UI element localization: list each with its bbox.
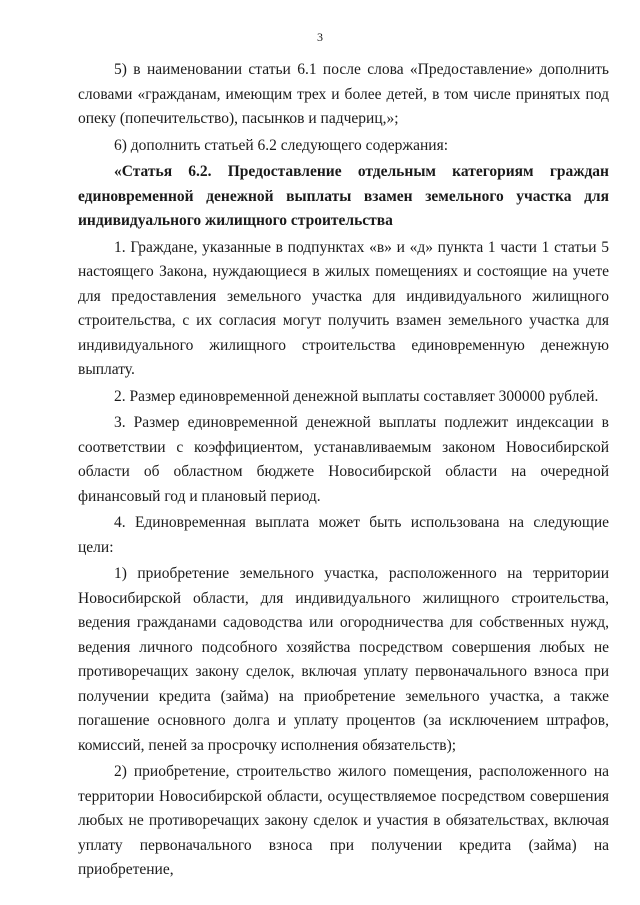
article-6-2-clause-2: 2. Размер единовременной денежной выплаты составляет 300000 рублей.	[114, 387, 599, 405]
document-body	[78, 58, 609, 885]
clause-4-subitem-2: 2) приобретение, строительство жилого помещения, расположенного на территории Новосибирской области, осуществляемое посредством совершения любых не противоречащих закону сделок и участия в обязательствах, включая уплату первоначального взноса при получении кредита (займа) на приобретение,	[78, 763, 609, 878]
clause-4-subitem-1: 1) приобретение земельного участка, расположенного на территории Новосибирской области, для индивидуального жилищного строительства, ведения гражданами садоводства или огородничества для собственных нужд, ведения личного подсобного хозяйства посредством совершения любых не противоречащих закону сделок, включая уплату первоначального взноса при получении кредита (займа) на приобретение земельного участка, а также погашение основного долга и уплату процентов (за исключением штрафов, комиссий, пеней за просрочку исполнения обязательств);	[78, 565, 609, 754]
page-number: 3	[317, 30, 323, 44]
article-6-2-clause-4: 4. Единовременная выплата может быть использована на следующие цели:	[78, 514, 609, 556]
paragraph-item-6-amendment: 6) дополнить статьей 6.2 следующего содержания:	[114, 136, 448, 154]
article-6-2-heading: «Статья 6.2. Предоставление отдельным категориям граждан единовременной денежной выплаты взамен земельного участка для индивидуального жилищного строительства	[78, 163, 609, 229]
article-6-2-clause-1: 1. Граждане, указанные в подпунктах «в» и «д» пункта 1 части 1 статьи 5 настоящего Закона, нуждающиеся в жилых помещениях и состоящие на учете для предоставления земельного участка для индивидуального жилищного строительства, с их согласия могут получить взамен земельного участка для индивидуального жилищного строительства единовременную денежную выплату.	[78, 238, 609, 378]
article-6-2-clause-3: 3. Размер единовременной денежной выплаты подлежит индексации в соответствии с коэффициентом, устанавливаемым законом Новосибирской области об областном бюджете Новосибирской области на очередной финансовый год и плановый период.	[78, 414, 609, 505]
paragraph-item-5-amendment: 5) в наименовании статьи 6.1 после слова «Предоставление» дополнить словами «гражданам, имеющим трех и более детей, в том числе принятых под опеку (попечительство), пасынков и падчериц,»;	[78, 61, 609, 127]
